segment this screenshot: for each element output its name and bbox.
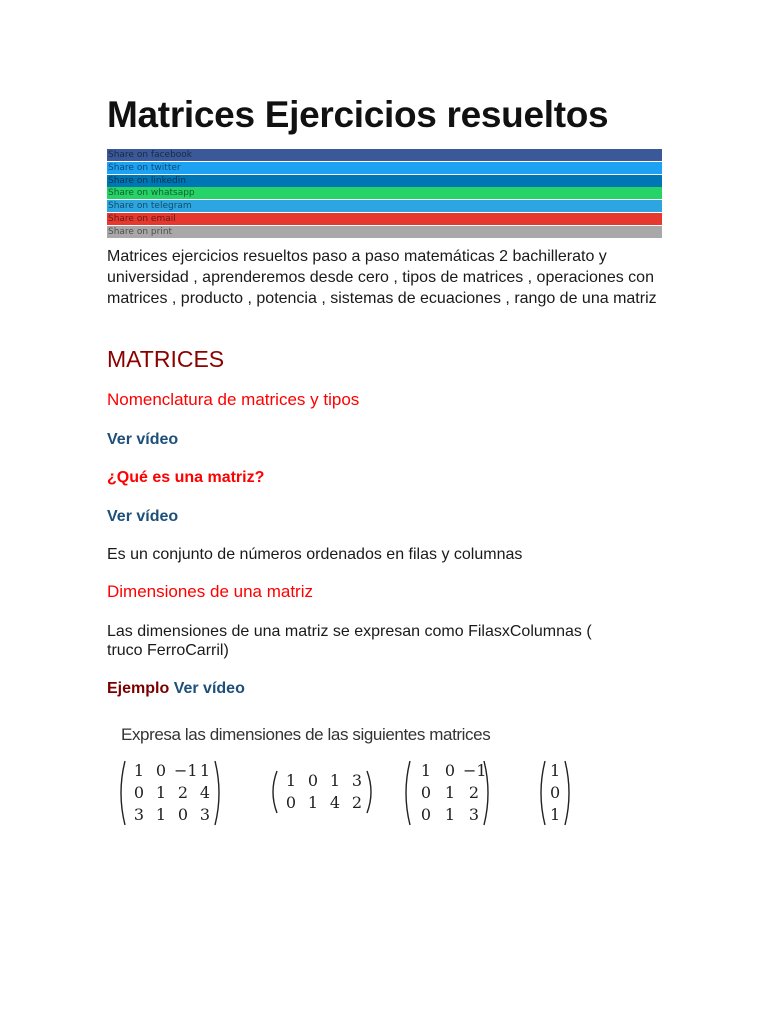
right-parenthesis — [483, 760, 492, 826]
matrix-cell: 3 — [199, 805, 210, 824]
exercise-figure — [117, 724, 597, 836]
matrix-cell: 1 — [444, 783, 455, 802]
matrix-cell: 0 — [155, 761, 166, 780]
share-email-button[interactable]: Share on email — [107, 213, 662, 225]
matrix-cell: 1 — [199, 761, 210, 780]
subheading-nomenclatura: Nomenclatura de matrices y tipos — [107, 390, 360, 409]
matrix-cell: −1 — [463, 761, 487, 780]
subheading-dimensiones: Dimensiones de una matriz — [107, 582, 313, 601]
share-linkedin-button[interactable]: Share on linkedin — [107, 175, 662, 187]
matrix-cell: 0 — [285, 793, 296, 812]
definition-text: Es un conjunto de números ordenados en filas y columnas — [107, 546, 523, 563]
matrix-3 — [402, 760, 492, 826]
matrix-cell: 1 — [133, 761, 144, 780]
matrix-cell: 3 — [133, 805, 144, 824]
matrix-cell: 0 — [307, 771, 318, 790]
ejemplo-label: Ejemplo — [107, 680, 170, 697]
matrix-cell: 1 — [550, 761, 561, 780]
matrix-1 — [117, 760, 223, 826]
subheading-que-es-matriz: ¿Qué es una matriz? — [107, 469, 265, 486]
matrix-cell: 1 — [155, 805, 166, 824]
matrix-cell: −1 — [174, 761, 198, 780]
matrix-cell: 1 — [420, 761, 431, 780]
page-title: Matrices Ejercicios resueltos — [107, 94, 609, 135]
section-heading-matrices: MATRICES — [107, 346, 225, 372]
matrix-2 — [269, 770, 375, 814]
matrix-cell: 4 — [329, 793, 340, 812]
matrix-cell: 0 — [550, 783, 561, 802]
matrix-cell: 3 — [468, 805, 479, 824]
ejemplo-line — [107, 679, 245, 699]
dimensiones-text: Las dimensiones de una matriz se expresan como FilasxColumnas ( truco FerroCarril) — [107, 623, 592, 659]
matrix-cell: 4 — [199, 783, 210, 802]
ver-video-link-que-es[interactable]: Ver vídeo — [107, 508, 179, 525]
share-telegram-button[interactable]: Share on telegram — [107, 200, 662, 212]
matrix-cell: 2 — [351, 793, 362, 812]
matrix-4 — [537, 760, 573, 826]
share-print-button[interactable]: Share on print — [107, 226, 662, 238]
share-whatsapp-button[interactable]: Share on whatsapp — [107, 187, 662, 199]
right-parenthesis — [214, 760, 223, 826]
matrix-cell: 1 — [307, 793, 318, 812]
matrix-cell: 0 — [420, 805, 431, 824]
ver-video-link-ejemplo[interactable]: Ver vídeo — [173, 680, 245, 697]
ver-video-link-nomenclatura[interactable]: Ver vídeo — [107, 431, 179, 448]
matrix-cell: 2 — [177, 783, 188, 802]
left-parenthesis — [269, 770, 278, 814]
matrix-cell: 1 — [155, 783, 166, 802]
left-parenthesis — [117, 760, 126, 826]
matrix-cell: 0 — [420, 783, 431, 802]
left-parenthesis — [402, 760, 411, 826]
left-parenthesis — [537, 760, 546, 826]
matrix-cell: 0 — [133, 783, 144, 802]
matrix-cell: 3 — [351, 771, 362, 790]
matrix-cell: 1 — [329, 771, 340, 790]
right-parenthesis — [564, 760, 573, 826]
matrix-cell: 1 — [444, 805, 455, 824]
exercise-caption: Expresa las dimensiones de las siguientes matrices — [121, 725, 491, 744]
share-facebook-button[interactable]: Share on facebook — [107, 149, 662, 161]
matrix-cell: 2 — [468, 783, 479, 802]
right-parenthesis — [366, 770, 375, 814]
share-buttons — [107, 149, 662, 239]
matrix-cell: 0 — [177, 805, 188, 824]
intro-paragraph: Matrices ejercicios resueltos paso a paso matemáticas 2 bachillerato y universidad , aprenderemos desde cero , tipos de matrices , operaciones con matrices , producto , potencia , sistemas de ecuaciones , rango de una matriz — [107, 248, 657, 307]
share-twitter-button[interactable]: Share on twitter — [107, 162, 662, 174]
matrix-cell: 1 — [550, 805, 561, 824]
matrix-cell: 0 — [444, 761, 455, 780]
matrix-cell: 1 — [285, 771, 296, 790]
